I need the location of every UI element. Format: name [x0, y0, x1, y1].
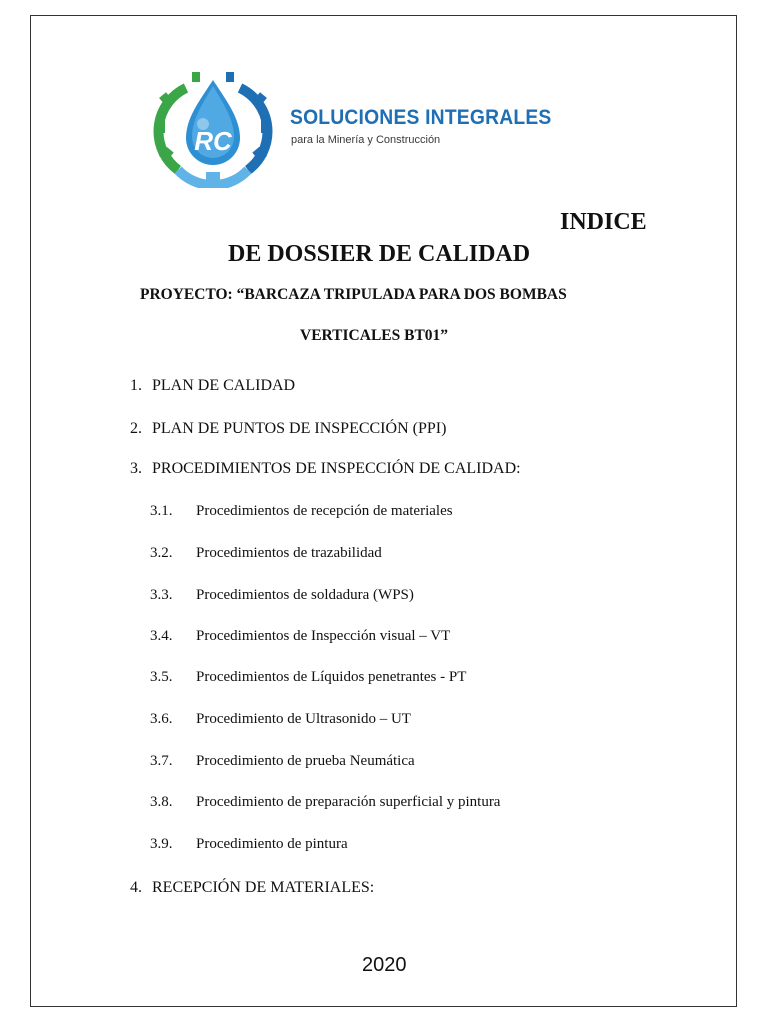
index-subitem-3-7	[150, 753, 415, 770]
index-subitem-3-9	[150, 836, 348, 853]
index-subitem-label: Procedimientos de Líquidos penetrantes - PT	[196, 669, 467, 685]
index-item-label: PLAN DE PUNTOS DE INSPECCIÓN (PPI)	[152, 420, 447, 437]
index-item-label: PLAN DE CALIDAD	[152, 377, 296, 394]
index-item-number: 1.	[130, 377, 142, 394]
company-tagline: para la Minería y Construcción	[291, 134, 441, 146]
index-subitem-3-5	[150, 669, 466, 686]
index-subitem-label: Procedimientos de recepción de materiales	[196, 503, 453, 519]
index-subitem-3-6	[150, 711, 411, 728]
index-subitem-label: Procedimientos de Inspección visual – VT	[196, 628, 451, 644]
index-subitem-3-3	[150, 587, 414, 604]
index-subitem-3-2	[150, 545, 382, 562]
index-item-label: PROCEDIMIENTOS DE INSPECCIÓN DE CALIDAD:	[152, 460, 521, 477]
index-subitem-label: Procedimiento de prueba Neumática	[196, 753, 415, 769]
index-subitem-number: 3.4.	[150, 628, 173, 644]
document-title-line-2: DE DOSSIER DE CALIDAD	[228, 241, 531, 267]
index-subitem-number: 3.2.	[150, 545, 173, 561]
company-name: SOLUCIONES INTEGRALES	[290, 106, 552, 129]
index-subitem-number: 3.7.	[150, 753, 173, 769]
index-item-2	[130, 420, 446, 438]
index-subitem-label: Procedimientos de soldadura (WPS)	[196, 587, 414, 603]
index-subitem-3-8	[150, 794, 500, 811]
index-item-1	[130, 377, 295, 395]
index-item-number: 4.	[130, 879, 142, 896]
index-subitem-label: Procedimiento de Ultrasonido – UT	[196, 711, 411, 727]
index-item-number: 3.	[130, 460, 142, 477]
index-subitem-label: Procedimiento de preparación superficial y pintura	[196, 794, 501, 810]
logo-letters: RC	[194, 126, 232, 156]
project-line-1: PROYECTO: “BARCAZA TRIPULADA PARA DOS BOMBAS	[140, 286, 567, 303]
index-item-4	[130, 879, 374, 897]
index-subitem-label: Procedimientos de trazabilidad	[196, 545, 382, 561]
index-subitem-number: 3.1.	[150, 503, 173, 519]
index-subitem-number: 3.3.	[150, 587, 173, 603]
index-subitem-number: 3.9.	[150, 836, 173, 852]
index-subitem-number: 3.6.	[150, 711, 173, 727]
index-subitem-3-1	[150, 503, 453, 520]
index-subitem-3-4	[150, 628, 450, 645]
index-subitem-number: 3.5.	[150, 669, 173, 685]
index-item-number: 2.	[130, 420, 142, 437]
company-logo	[148, 66, 278, 188]
document-year: 2020	[362, 954, 407, 976]
document-title-line-1: INDICE	[560, 209, 647, 235]
index-item-3	[130, 460, 521, 478]
index-subitem-label: Procedimiento de pintura	[196, 836, 348, 852]
index-item-label: RECEPCIÓN DE MATERIALES:	[152, 879, 375, 896]
project-line-2: VERTICALES BT01”	[300, 327, 449, 344]
index-subitem-number: 3.8.	[150, 794, 173, 810]
